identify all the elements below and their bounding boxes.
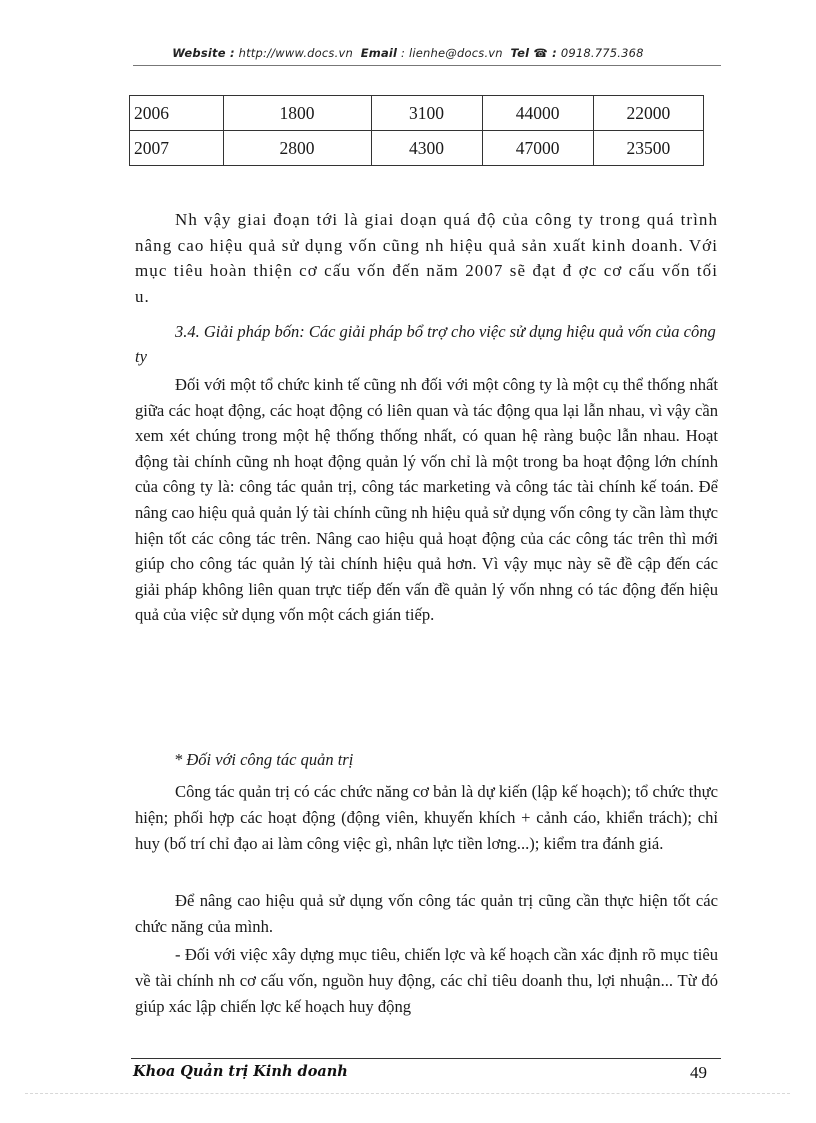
paragraph-management-functions: Công tác quản trị có các chức năng cơ bản là dự kiến (lập kế hoạch); tổ chức thực hiện; phối hợp các hoạt động (động viên, khuyến khích + cảnh cáo, khiển trách); chỉ huy (bố trí chỉ đạo ai làm công việc gì, nhân lực tiền lơng...); kiểm tra đánh giá. [135,782,718,853]
footer-divider [131,1058,721,1059]
website-value[interactable]: http://www.docs.vn [238,46,353,60]
section-heading-3-4: 3.4. Giải pháp bốn: Các giải pháp bổ trợ cho việc sử dụng hiệu quả vốn của công ty [135,322,716,366]
table-cell: 1800 [223,96,371,131]
table-cell: 44000 [482,96,593,131]
table-cell: 22000 [593,96,703,131]
email-value[interactable]: : lienhe@docs.vn [401,46,503,60]
header-divider [133,65,721,66]
paragraph-improve-efficiency: Để nâng cao hiệu quả sử dụng vốn công tác quản trị cũng cần thực hiện tốt các chức năng của mình. [135,891,718,936]
table-cell: 2800 [223,131,371,166]
page-number: 49 [690,1063,707,1082]
tel-label: Tel ☎ : [510,46,557,60]
website-label: Website : [172,46,235,60]
table-cell: 2006 [130,96,224,131]
paragraph-objectives: - Đối với việc xây dựng mục tiêu, chiến lợc và kế hoạch cần xác định rõ mục tiêu về tài chính nh cơ cấu vốn, nguồn huy động, các chỉ tiêu doanh thu, lợi nhuận... Từ đó giúp xác lập chiến lợc kế hoạch huy động [135,945,718,1016]
table-cell: 3100 [371,96,482,131]
footer-department: Khoa Quản trị Kinh doanh [133,1063,348,1080]
paragraph-summary: Nh vậy giai đoạn tới là giai doạn quá độ của công ty trong quá trình nâng cao hiệu quả sử dụng vốn cũng nh hiệu quả sản xuất kinh doanh. Với mục tiêu hoàn thiện cơ cấu vốn đến năm 2007 sẽ đạt đ ợc cơ cấu vốn tối u. [135,210,718,306]
email-label: Email [360,46,398,60]
table-cell: 47000 [482,131,593,166]
table-row [130,96,704,131]
table-cell: 23500 [593,131,703,166]
paragraph-support-solutions: Đối với một tổ chức kinh tế cũng nh đối với một công ty là một cụ thể thống nhất giữa các hoạt động, các hoạt động có liên quan và tác động qua lại lẫn nhau, vì vậy cần xem xét chúng trong một hệ thống thống nhất, có quan hệ ràng buộc lẫn nhau. Hoạt động tài chính cũng nh hoạt động quản lý vốn chỉ là một trong ba hoạt động lớn chính của công ty là: công tác quản trị, công tác marketing và công tác tài chính kế toán. Để nâng cao hiệu quả quản lý tài chính cũng nh hiệu quả sử dụng vốn công ty cần làm thực hiện tốt các công tác trên. Nâng cao hiệu quả hoạt động của các công tác trên thì mới giúp cho công tác quản lý tài chính hiệu quả hơn. Vì vậy mục này sẽ đề cập đến các giải pháp không liên quan trực tiếp đến vấn đề quản lý vốn nhng có tác động đến hiệu quả của việc sử dụng vốn một cách gián tiếp. [135,375,718,625]
table-cell: 2007 [130,131,224,166]
data-table [129,95,704,166]
tel-value: 0918.775.368 [560,46,644,60]
page-bottom-border [25,1093,790,1094]
table-cell: 4300 [371,131,482,166]
table-row [130,131,704,166]
page-header [0,46,816,60]
subheading-management: * Đối với công tác quản trị [174,750,354,769]
